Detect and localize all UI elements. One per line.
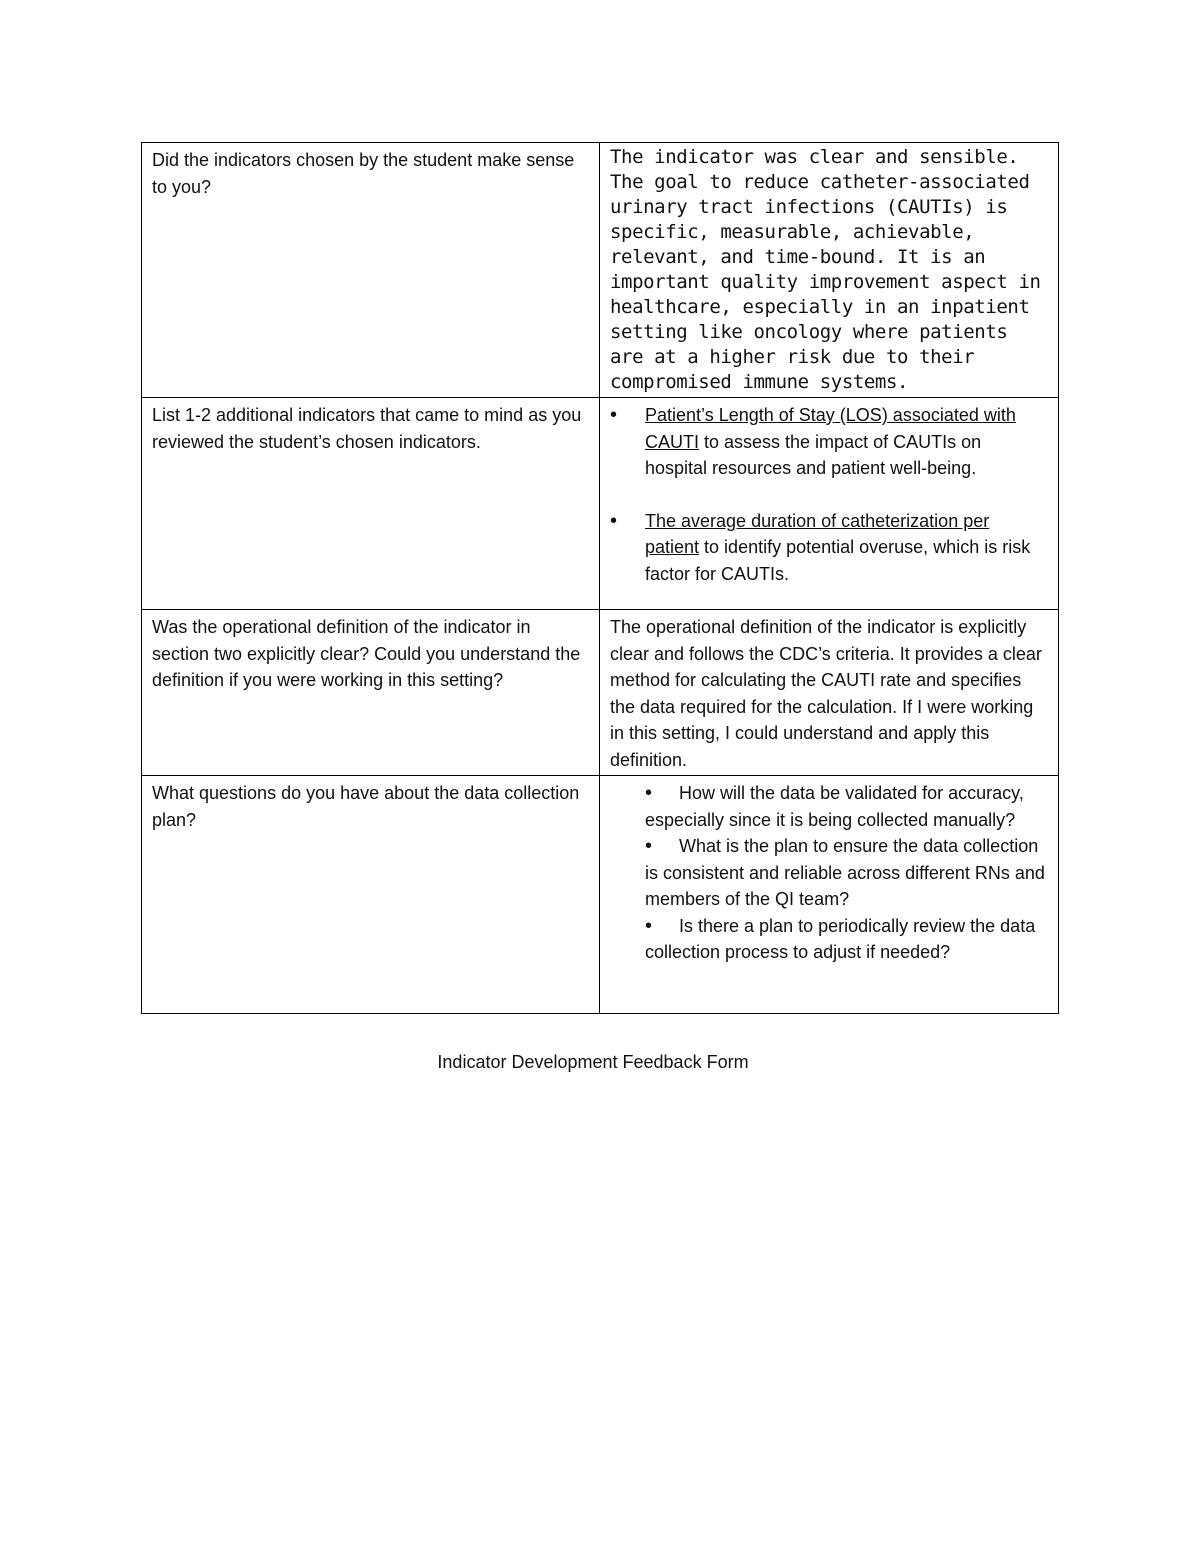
indicator-name: The average duration of catheterization per patient	[645, 510, 990, 557]
bullet-icon: •	[645, 782, 653, 804]
table-row	[142, 398, 1059, 610]
answer-cell	[600, 143, 1059, 398]
question-item-text: What is the plan to ensure the data collection is consistent and reliable across different RNs and members of the QI team?	[645, 836, 1045, 909]
indicator-name: Patient’s Length of Stay (LOS) associated with CAUTI	[645, 405, 1016, 452]
form-title: Indicator Development Feedback Form	[437, 1052, 749, 1072]
question-cell	[142, 610, 600, 776]
bullet-icon: •	[610, 404, 618, 426]
table-row	[142, 610, 1059, 776]
question-cell	[142, 398, 600, 610]
question-text: List 1-2 additional indicators that came to mind as you reviewed the student’s chosen indicators.	[152, 405, 582, 452]
indicator-description: to assess the impact of CAUTIs on hospital resources and patient well-being.	[645, 431, 982, 478]
table-row	[142, 143, 1059, 398]
question-cell	[142, 143, 600, 398]
bullet-icon: •	[610, 509, 618, 532]
answer-cell	[600, 776, 1059, 1014]
answer-text: The indicator was clear and sensible. The goal to reduce catheter-associated urinary tract infections (CAUTIs) is specific, measurable, achievable, relevant, and time-bound. It is an important quality improvement aspect in healthcare, especially in an inpatient setting like oncology where patients are at a higher risk due to their compromised immune systems.	[610, 146, 1041, 393]
list-item	[645, 833, 1048, 913]
list-item	[645, 780, 1048, 833]
question-text: What questions do you have about the data collection plan?	[152, 783, 580, 830]
question-text: Did the indicators chosen by the student make sense to you?	[152, 150, 575, 197]
bullet-icon: •	[645, 835, 653, 857]
list-item	[645, 913, 1048, 966]
indicator-description: to identify potential overuse, which is risk factor for CAUTIs.	[645, 537, 1031, 584]
answer-cell	[600, 398, 1059, 610]
bullet-icon: •	[645, 914, 653, 937]
question-text: Was the operational definition of the indicator in section two explicitly clear? Could you understand the definition if you were working in this setting?	[152, 617, 581, 690]
list-item	[610, 508, 1048, 588]
answer-text: The operational definition of the indicator is explicitly clear and follows the CDC’s criteria. It provides a clear method for calculating the CAUTI rate and specifies the data required for the calculation. If I were working in this setting, I could understand and apply this definition.	[610, 617, 1042, 770]
data-collection-questions-list	[610, 780, 1048, 966]
question-cell	[142, 776, 600, 1014]
question-item-text: How will the data be validated for accuracy, especially since it is being collected manually?	[645, 783, 1024, 830]
feedback-table	[141, 142, 1059, 1014]
answer-cell	[600, 610, 1059, 776]
question-item-text: Is there a plan to periodically review the data collection process to adjust if needed?	[645, 915, 1036, 962]
additional-indicators-list	[610, 402, 1048, 587]
table-row	[142, 776, 1059, 1014]
list-item	[610, 402, 1048, 482]
